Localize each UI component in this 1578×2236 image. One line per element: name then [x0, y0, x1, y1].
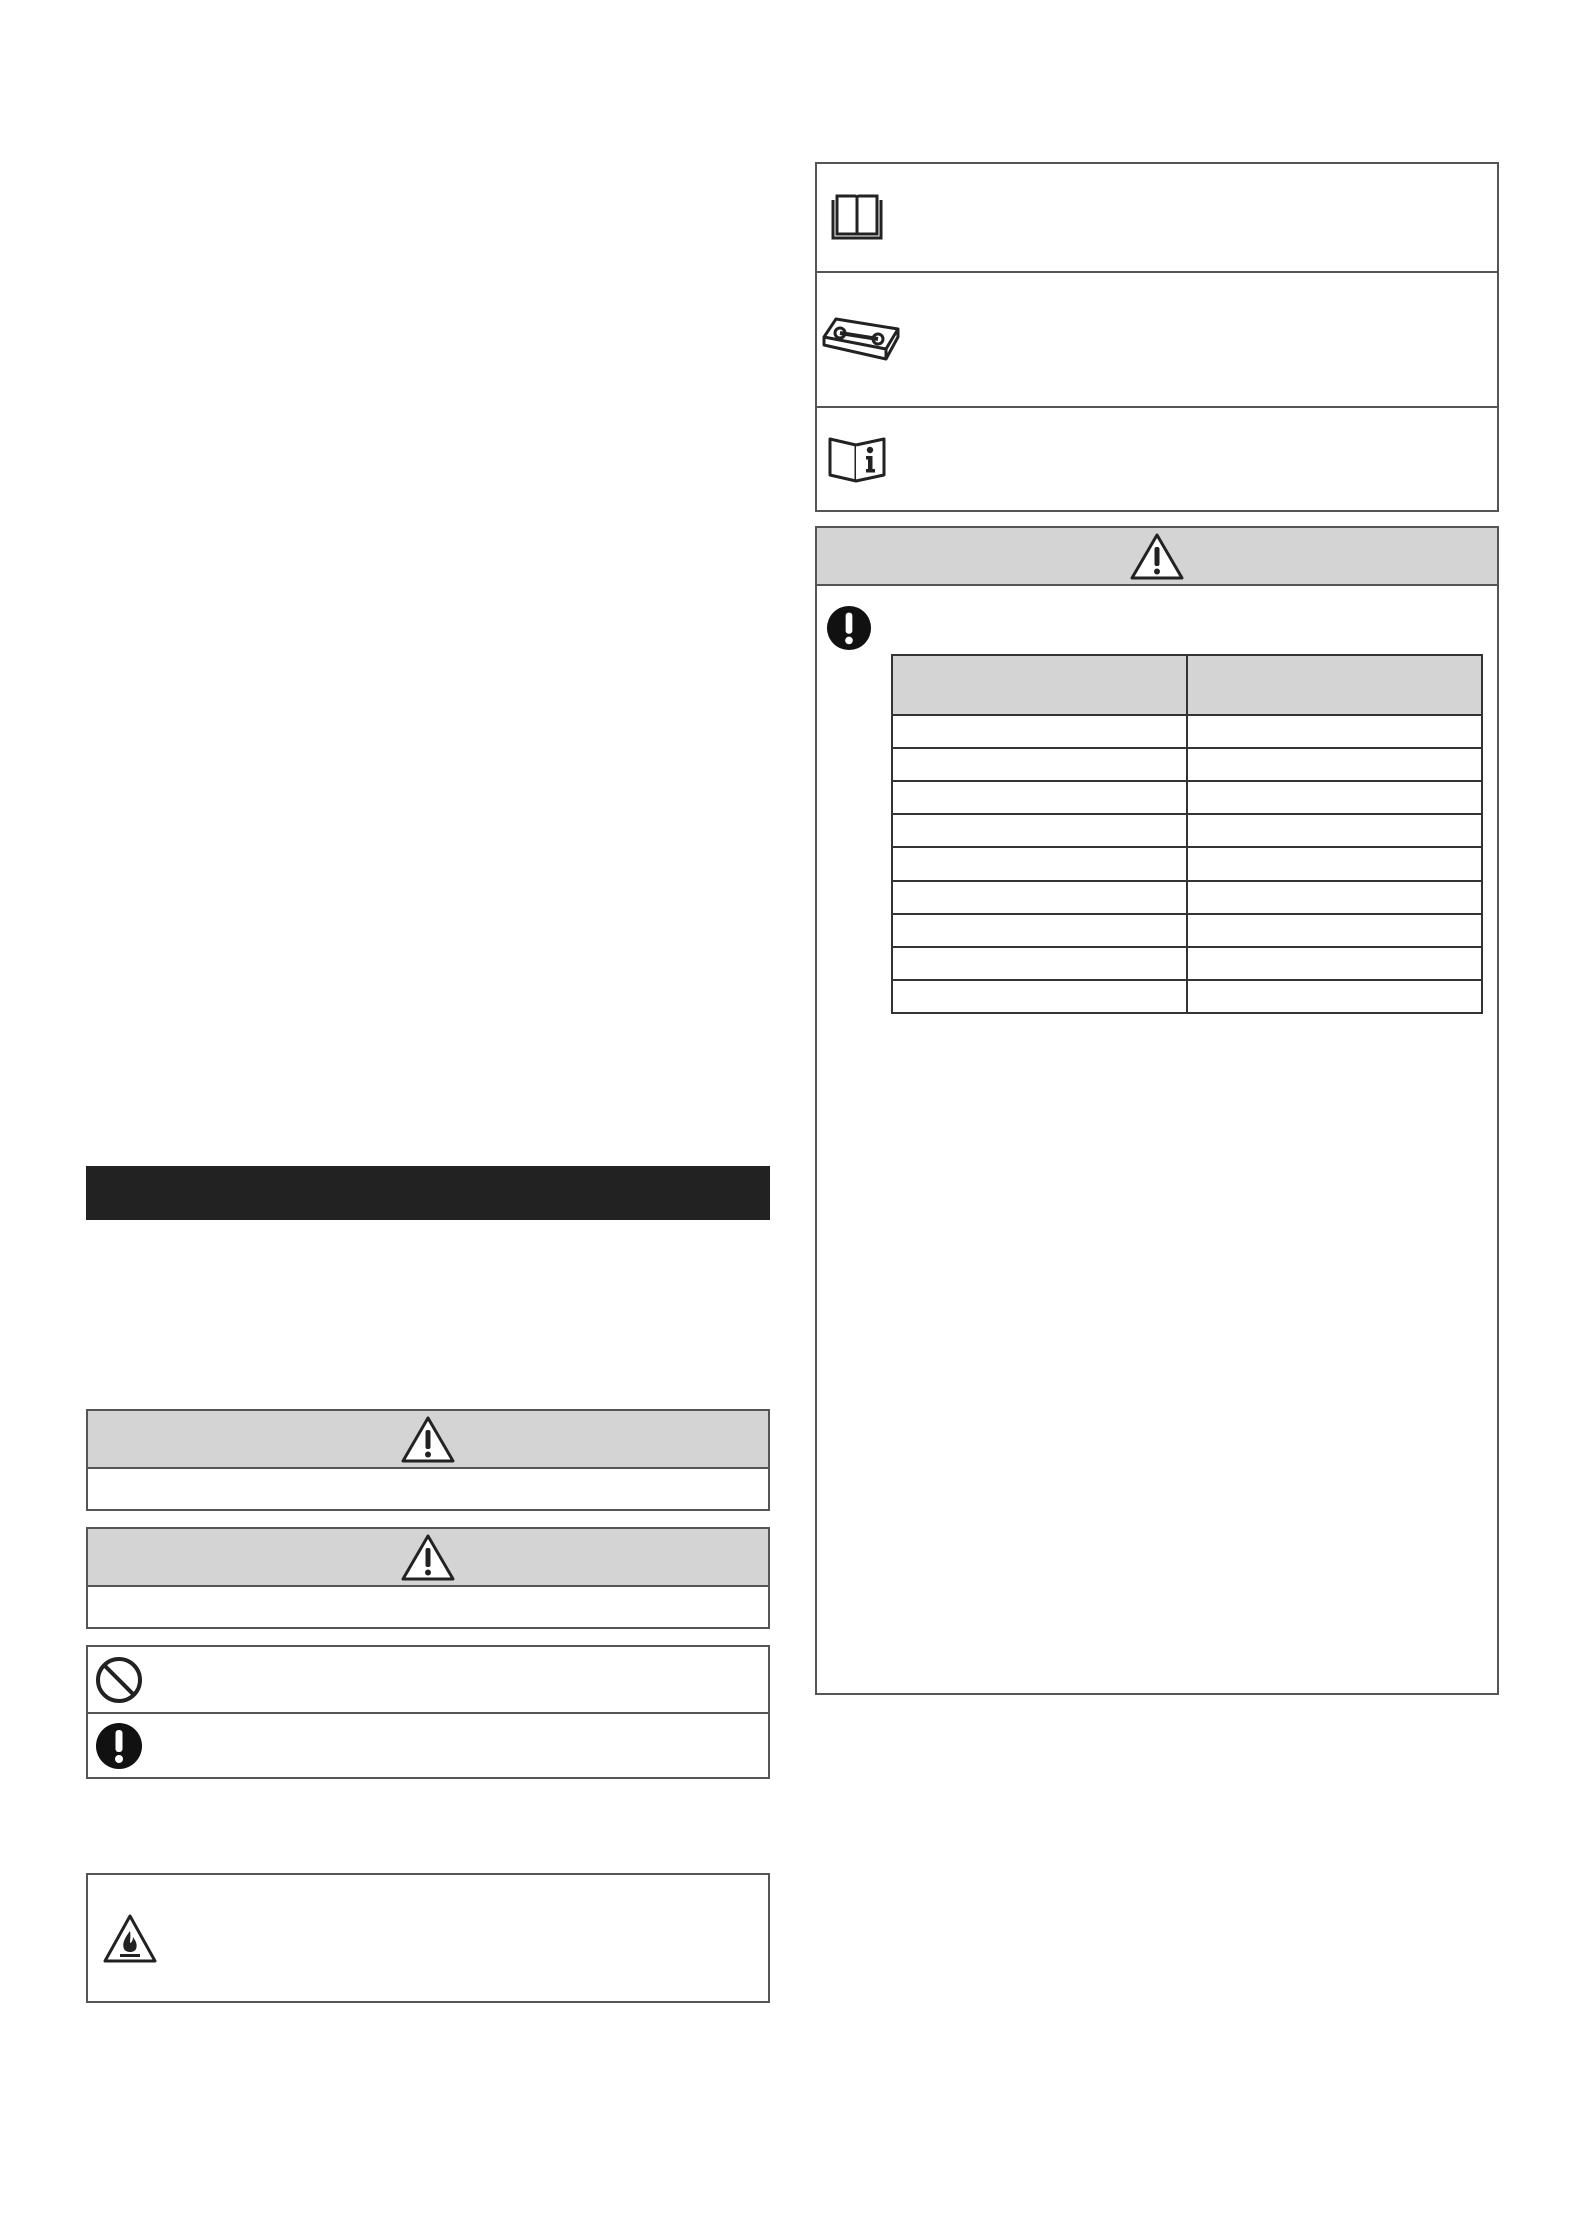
service-manual-wrench-icon — [819, 273, 903, 406]
table-cell — [1187, 748, 1482, 781]
caution-header — [88, 1529, 768, 1587]
flammable-box — [86, 1873, 770, 2003]
table-header-row — [892, 655, 1482, 715]
warning-triangle-icon — [88, 1531, 768, 1585]
table-cell — [1187, 847, 1482, 880]
legend-row-prohibition — [88, 1647, 768, 1712]
table-cell — [892, 814, 1187, 847]
warning-triangle-icon — [817, 530, 1497, 584]
table-cell — [1187, 947, 1482, 980]
notice-box — [815, 526, 1499, 1695]
table-cell — [892, 980, 1187, 1013]
table-row — [892, 715, 1482, 748]
read-manual-book-icon — [825, 164, 889, 271]
mandatory-exclamation-icon — [92, 1714, 146, 1777]
table-header-cell — [1187, 655, 1482, 715]
table-row — [892, 748, 1482, 781]
table-row — [892, 781, 1482, 814]
table-cell — [1187, 715, 1482, 748]
table-cell — [1187, 814, 1482, 847]
flammable-warning-icon — [100, 1909, 160, 1969]
mandatory-exclamation-icon — [825, 604, 873, 652]
manual-symbols-box — [815, 162, 1499, 512]
notice-header — [817, 528, 1497, 586]
table-cell — [892, 715, 1187, 748]
prohibition-icon — [92, 1647, 146, 1712]
warning-header — [88, 1411, 768, 1469]
table-row — [892, 847, 1482, 880]
table-cell — [892, 947, 1187, 980]
legend-row-mandatory — [88, 1714, 768, 1777]
table-cell — [1187, 781, 1482, 814]
information-manual-icon — [825, 408, 889, 510]
table-cell — [892, 781, 1187, 814]
table-row — [892, 914, 1482, 947]
table-header-cell — [892, 655, 1187, 715]
table-cell — [1187, 914, 1482, 947]
table-cell — [892, 881, 1187, 914]
table-row — [892, 814, 1482, 847]
manual-row-service — [817, 273, 1497, 406]
symbol-legend-box — [86, 1645, 770, 1779]
table-cell — [892, 748, 1187, 781]
warning-triangle-icon — [88, 1413, 768, 1467]
caution-box — [86, 1527, 770, 1629]
table-row — [892, 881, 1482, 914]
manual-row-info — [817, 408, 1497, 510]
table-row — [892, 980, 1482, 1013]
table-row — [892, 947, 1482, 980]
table-cell — [892, 914, 1187, 947]
section-heading-bar — [86, 1166, 770, 1220]
table-cell — [1187, 980, 1482, 1013]
warning-box — [86, 1409, 770, 1511]
table-cell — [1187, 881, 1482, 914]
notice-table — [891, 654, 1483, 1014]
table-cell — [892, 847, 1187, 880]
section-heading — [86, 1182, 98, 1204]
notice-table-wrap — [891, 654, 1483, 1014]
manual-row-read — [817, 164, 1497, 271]
